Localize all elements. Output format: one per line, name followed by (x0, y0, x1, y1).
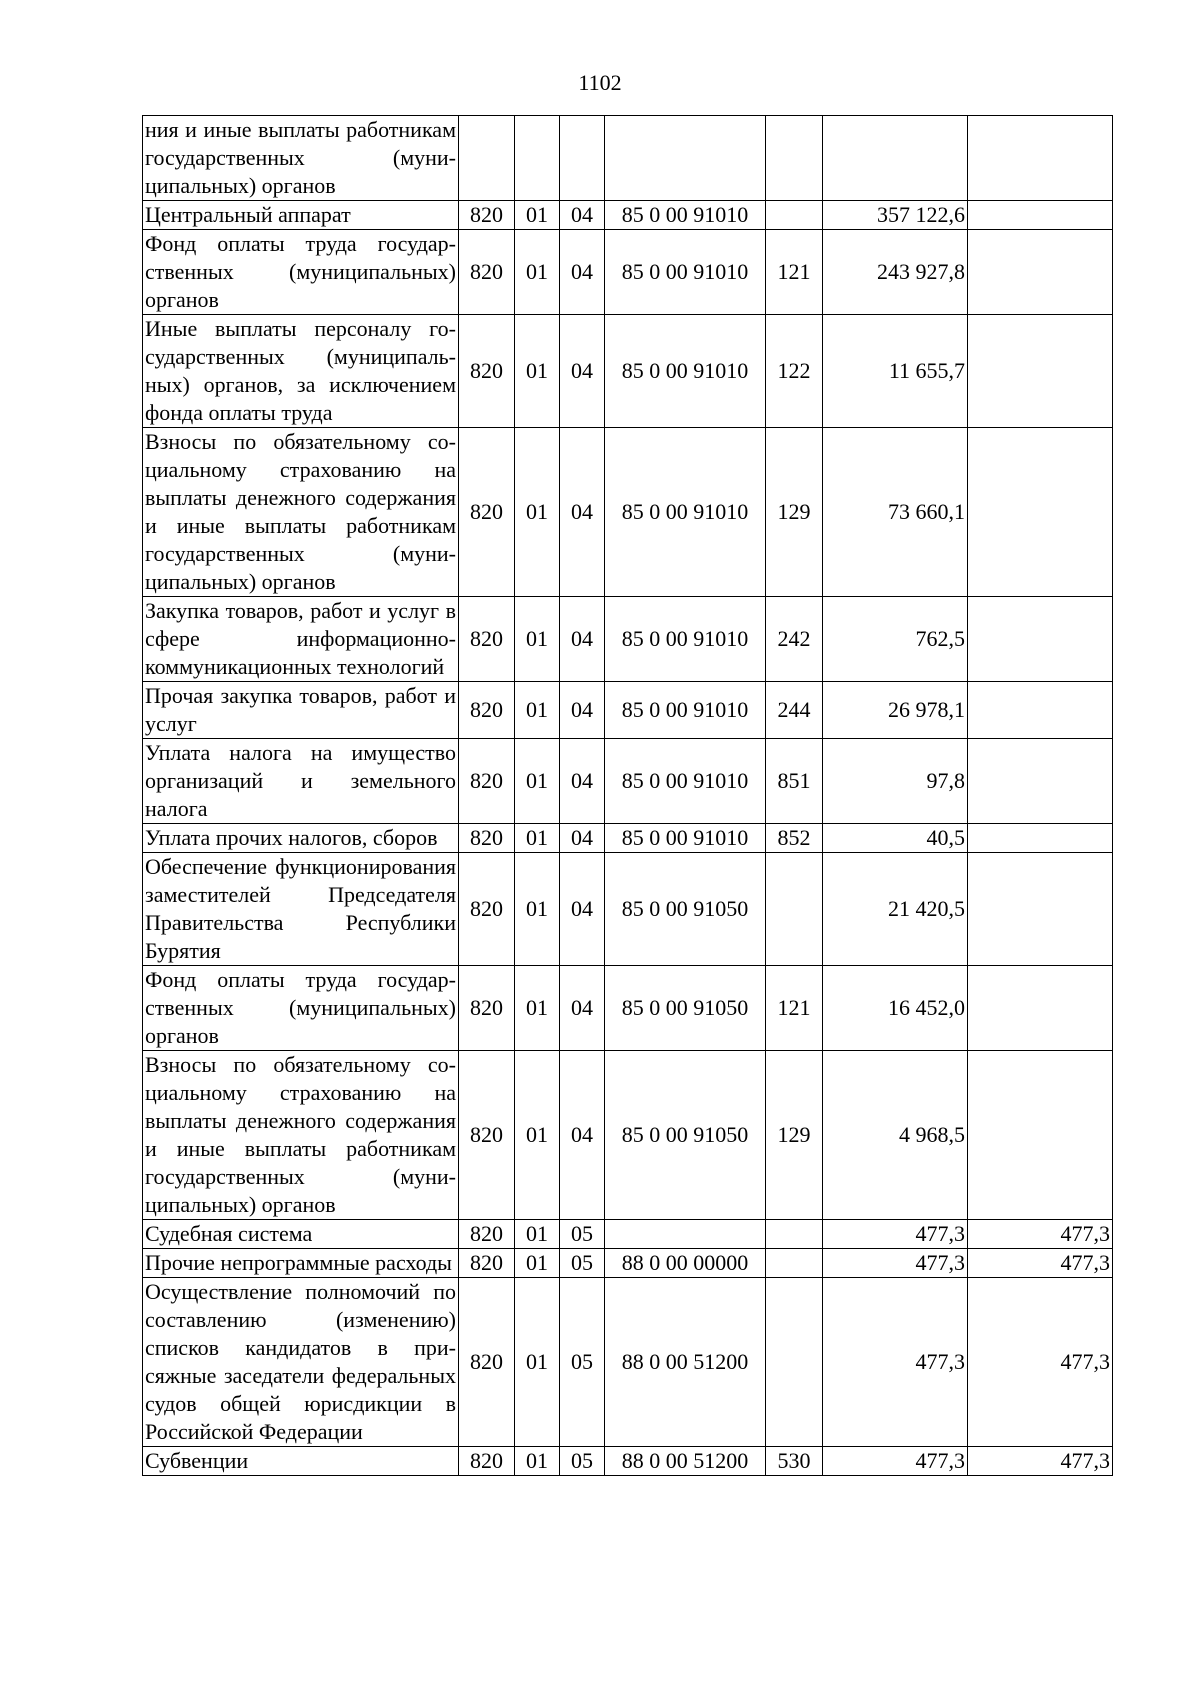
ved-code-cell: 820 (459, 428, 515, 597)
table-row (143, 1051, 1113, 1220)
expense-type-cell: 530 (766, 1447, 823, 1476)
item-name-cell: ния и иные выплаты работникам государственных (муниципальных) органов (143, 116, 459, 201)
subsection-code-cell (560, 116, 605, 201)
amount-cell: 11 655,7 (823, 315, 968, 428)
target-article-cell: 85 0 00 91010 (605, 230, 766, 315)
section-code-cell: 01 (515, 1051, 560, 1220)
target-article-cell: 85 0 00 91050 (605, 853, 766, 966)
subsection-code-cell: 04 (560, 1051, 605, 1220)
target-article-cell (605, 1220, 766, 1249)
item-name-cell: Взносы по обязательному социальному страхованию на выплаты денежного содержания и иные выплаты работникам государственных (муниципальных) органов (143, 428, 459, 597)
amount-second-cell (968, 966, 1113, 1051)
target-article-cell: 85 0 00 91050 (605, 966, 766, 1051)
expense-type-cell: 242 (766, 597, 823, 682)
expense-type-cell (766, 201, 823, 230)
expense-type-cell (766, 116, 823, 201)
section-code-cell: 01 (515, 966, 560, 1051)
table-row (143, 1220, 1113, 1249)
amount-cell: 21 420,5 (823, 853, 968, 966)
target-article-cell: 85 0 00 91010 (605, 824, 766, 853)
amount-cell: 73 660,1 (823, 428, 968, 597)
expense-type-cell (766, 853, 823, 966)
item-name-cell: Взносы по обязательному социальному страхованию на выплаты денежного содержания и иные выплаты работникам государственных (муниципальных) органов (143, 1051, 459, 1220)
item-name-cell: Прочие непрограммные расходы (143, 1249, 459, 1278)
amount-second-cell (968, 315, 1113, 428)
amount-cell: 26 978,1 (823, 682, 968, 739)
target-article-cell: 85 0 00 91010 (605, 201, 766, 230)
amount-cell: 243 927,8 (823, 230, 968, 315)
expense-type-cell: 129 (766, 428, 823, 597)
ved-code-cell: 820 (459, 1249, 515, 1278)
section-code-cell: 01 (515, 853, 560, 966)
section-code-cell: 01 (515, 1220, 560, 1249)
subsection-code-cell: 04 (560, 682, 605, 739)
item-name-cell: Иные выплаты персоналу государственных (муниципальных) органов, за исключением фонда оплаты труда (143, 315, 459, 428)
expense-type-cell: 121 (766, 230, 823, 315)
target-article-cell: 88 0 00 51200 (605, 1447, 766, 1476)
amount-cell: 40,5 (823, 824, 968, 853)
amount-cell: 4 968,5 (823, 1051, 968, 1220)
subsection-code-cell: 04 (560, 853, 605, 966)
subsection-code-cell: 05 (560, 1278, 605, 1447)
amount-second-cell (968, 1051, 1113, 1220)
item-name-cell: Прочая закупка товаров, работ и услуг (143, 682, 459, 739)
amount-second-cell: 477,3 (968, 1447, 1113, 1476)
amount-second-cell: 477,3 (968, 1220, 1113, 1249)
ved-code-cell: 820 (459, 739, 515, 824)
target-article-cell (605, 116, 766, 201)
table-row (143, 966, 1113, 1051)
amount-second-cell (968, 597, 1113, 682)
item-name-cell: Центральный аппарат (143, 201, 459, 230)
subsection-code-cell: 05 (560, 1220, 605, 1249)
amount-second-cell (968, 682, 1113, 739)
amount-cell (823, 116, 968, 201)
amount-second-cell (968, 824, 1113, 853)
section-code-cell: 01 (515, 682, 560, 739)
amount-second-cell (968, 116, 1113, 201)
amount-second-cell (968, 739, 1113, 824)
ved-code-cell: 820 (459, 1447, 515, 1476)
expense-type-cell (766, 1220, 823, 1249)
expense-type-cell: 852 (766, 824, 823, 853)
expense-type-cell: 121 (766, 966, 823, 1051)
section-code-cell: 01 (515, 315, 560, 428)
section-code-cell: 01 (515, 739, 560, 824)
item-name-cell: Судебная система (143, 1220, 459, 1249)
section-code-cell: 01 (515, 1447, 560, 1476)
subsection-code-cell: 05 (560, 1447, 605, 1476)
subsection-code-cell: 04 (560, 230, 605, 315)
item-name-cell: Закупка товаров, работ и услуг в сфере информационно-коммуникационных технологий (143, 597, 459, 682)
table-row (143, 824, 1113, 853)
amount-second-cell: 477,3 (968, 1278, 1113, 1447)
ved-code-cell: 820 (459, 1278, 515, 1447)
expense-type-cell: 129 (766, 1051, 823, 1220)
table-row (143, 739, 1113, 824)
section-code-cell: 01 (515, 597, 560, 682)
subsection-code-cell: 04 (560, 597, 605, 682)
amount-cell: 477,3 (823, 1249, 968, 1278)
item-name-cell: Уплата прочих налогов, сборов (143, 824, 459, 853)
amount-cell: 357 122,6 (823, 201, 968, 230)
ved-code-cell: 820 (459, 315, 515, 428)
section-code-cell: 01 (515, 428, 560, 597)
expense-type-cell (766, 1249, 823, 1278)
table-row (143, 315, 1113, 428)
amount-cell: 762,5 (823, 597, 968, 682)
target-article-cell: 85 0 00 91010 (605, 428, 766, 597)
amount-cell: 477,3 (823, 1278, 968, 1447)
amount-cell: 16 452,0 (823, 966, 968, 1051)
item-name-cell: Осуществление полномочий по составлению (изменению) списков кандидатов в присяжные заседатели федеральных судов общей юрисдикции в Российской Федерации (143, 1278, 459, 1447)
table-row (143, 116, 1113, 201)
expense-type-cell (766, 1278, 823, 1447)
budget-table (142, 115, 1113, 1476)
amount-second-cell (968, 201, 1113, 230)
target-article-cell: 88 0 00 51200 (605, 1278, 766, 1447)
ved-code-cell: 820 (459, 824, 515, 853)
ved-code-cell: 820 (459, 853, 515, 966)
amount-cell: 477,3 (823, 1447, 968, 1476)
amount-second-cell (968, 230, 1113, 315)
table-row (143, 1447, 1113, 1476)
subsection-code-cell: 05 (560, 1249, 605, 1278)
table-row (143, 1278, 1113, 1447)
expense-type-cell: 851 (766, 739, 823, 824)
ved-code-cell: 820 (459, 966, 515, 1051)
amount-second-cell (968, 428, 1113, 597)
ved-code-cell: 820 (459, 201, 515, 230)
table-row (143, 230, 1113, 315)
target-article-cell: 85 0 00 91010 (605, 597, 766, 682)
table-row (143, 1249, 1113, 1278)
ved-code-cell: 820 (459, 597, 515, 682)
subsection-code-cell: 04 (560, 315, 605, 428)
amount-second-cell (968, 853, 1113, 966)
section-code-cell: 01 (515, 201, 560, 230)
item-name-cell: Фонд оплаты труда государственных (муниципальных) органов (143, 966, 459, 1051)
section-code-cell: 01 (515, 230, 560, 315)
item-name-cell: Уплата налога на имущество организаций и земельного налога (143, 739, 459, 824)
table-row (143, 853, 1113, 966)
target-article-cell: 85 0 00 91050 (605, 1051, 766, 1220)
table-row (143, 428, 1113, 597)
target-article-cell: 85 0 00 91010 (605, 739, 766, 824)
ved-code-cell: 820 (459, 1051, 515, 1220)
item-name-cell: Субвенции (143, 1447, 459, 1476)
subsection-code-cell: 04 (560, 428, 605, 597)
subsection-code-cell: 04 (560, 966, 605, 1051)
amount-cell: 477,3 (823, 1220, 968, 1249)
amount-cell: 97,8 (823, 739, 968, 824)
amount-second-cell: 477,3 (968, 1249, 1113, 1278)
ved-code-cell (459, 116, 515, 201)
subsection-code-cell: 04 (560, 201, 605, 230)
ved-code-cell: 820 (459, 230, 515, 315)
item-name-cell: Фонд оплаты труда государственных (муниципальных) органов (143, 230, 459, 315)
page-number: 1102 (578, 70, 622, 95)
section-code-cell: 01 (515, 1249, 560, 1278)
section-code-cell: 01 (515, 1278, 560, 1447)
item-name-cell: Обеспечение функционирования заместителей Председателя Правительства Республики Бурятия (143, 853, 459, 966)
table-row (143, 682, 1113, 739)
target-article-cell: 85 0 00 91010 (605, 682, 766, 739)
target-article-cell: 85 0 00 91010 (605, 315, 766, 428)
subsection-code-cell: 04 (560, 739, 605, 824)
subsection-code-cell: 04 (560, 824, 605, 853)
section-code-cell (515, 116, 560, 201)
table-row (143, 597, 1113, 682)
section-code-cell: 01 (515, 824, 560, 853)
ved-code-cell: 820 (459, 682, 515, 739)
table-row (143, 201, 1113, 230)
target-article-cell: 88 0 00 00000 (605, 1249, 766, 1278)
ved-code-cell: 820 (459, 1220, 515, 1249)
expense-type-cell: 244 (766, 682, 823, 739)
expense-type-cell: 122 (766, 315, 823, 428)
